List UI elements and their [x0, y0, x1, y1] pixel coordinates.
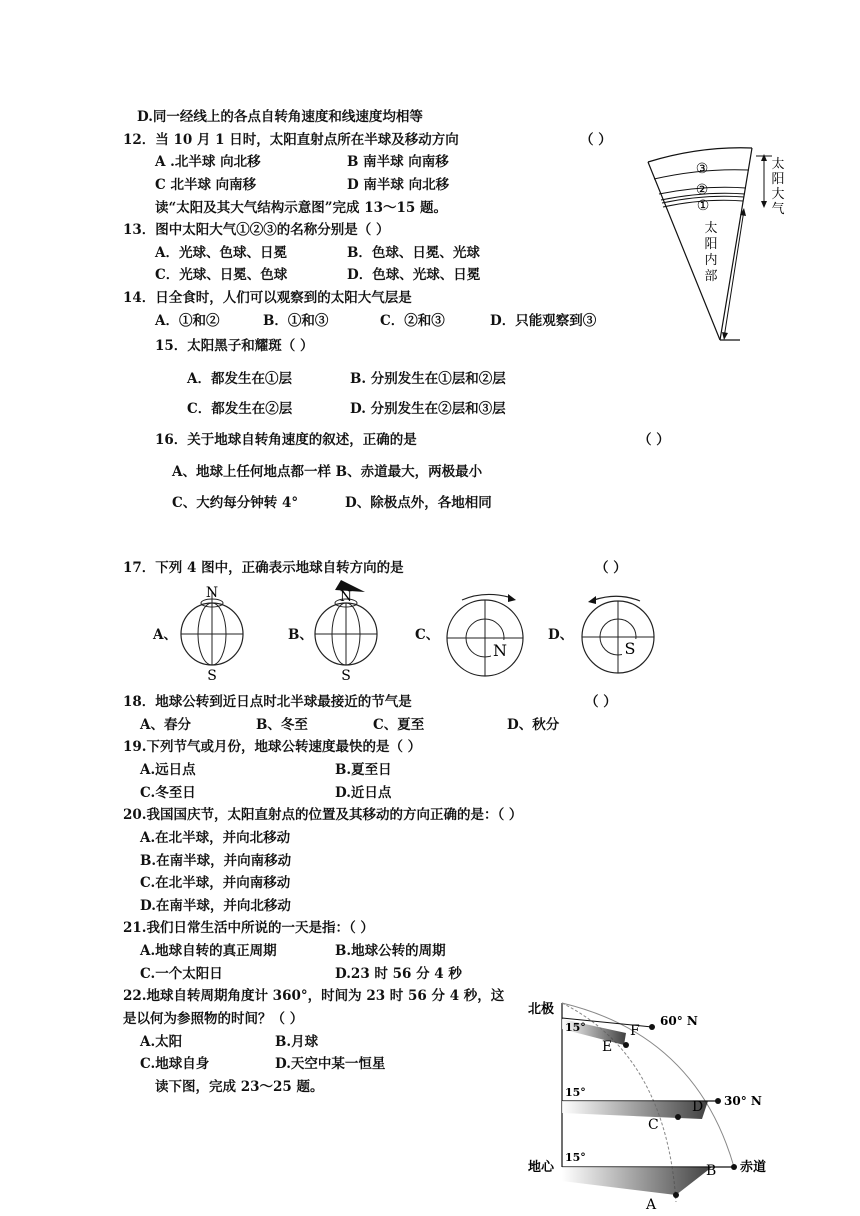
q17-stem: 17．下列 4 图中，正确表示地球自转方向的是	[123, 560, 404, 576]
q14-option-d: D．只能观察到③	[490, 313, 597, 329]
atmosphere-label-1: 太	[771, 157, 785, 172]
point-e-label: E	[602, 1039, 613, 1055]
q13-stem: 13．图中太阳大气①②③的名称分别是（ ）	[123, 222, 390, 238]
q15-option-a: A．都发生在①层	[187, 371, 292, 387]
q18-option-d: D、秋分	[507, 717, 560, 733]
q15-stem: 15．太阳黑子和耀斑（ ）	[155, 338, 314, 354]
atmosphere-label-4: 气	[771, 202, 785, 217]
rotation-arrow-icon	[588, 596, 596, 604]
point-a-label: A	[646, 1197, 657, 1210]
angle-label-2: 15°	[565, 1086, 586, 1099]
q12-option-c: C 北半球 向南移	[155, 177, 257, 193]
q19-option-b: B.夏至日	[335, 762, 392, 778]
q18-answer-blank: （ ）	[585, 694, 617, 710]
atmosphere-label-2: 阳	[771, 172, 785, 187]
q16-answer-blank: （ ）	[638, 432, 670, 448]
globe-a-north: N	[205, 585, 219, 601]
instruction-23-25: 读下图，完成 23～25 题。	[155, 1079, 324, 1095]
q16-stem: 16．关于地球自转角速度的叙述，正确的是	[155, 432, 417, 448]
q13-option-c: C．光球、日冕、色球	[155, 267, 288, 283]
point-d-label: D	[692, 1099, 704, 1115]
q13-option-d: D．色球、光球、日冕	[347, 267, 481, 283]
layer-2-label: ②	[695, 182, 709, 198]
q12-option-a: A .北半球 向北移	[155, 154, 261, 170]
q19-option-d: D.近日点	[335, 785, 392, 801]
point-b-label: B	[706, 1163, 717, 1179]
q21-option-d: D.23 时 56 分 4 秒	[335, 966, 462, 982]
sun-structure-diagram	[640, 142, 790, 344]
interior-label-2: 阳	[704, 237, 718, 252]
q16-option-d: D、除极点外，各地相同	[345, 495, 492, 511]
q16-option-c: C、大约每分钟转 4°	[172, 495, 299, 511]
point-f-label: F	[630, 1023, 640, 1039]
q19-option-a: A.远日点	[140, 762, 196, 778]
globe-b-north: N	[339, 589, 353, 605]
point-c-label: C	[648, 1117, 659, 1133]
q21-option-c: C.一个太阳日	[140, 966, 223, 982]
rotation-speed-diagram	[526, 995, 776, 1210]
q20-option-c: C.在北半球，并向南移动	[140, 875, 291, 891]
layer-1-label: ①	[696, 198, 710, 214]
globe-d-pole: S	[624, 639, 636, 658]
q12-answer-blank: （ ）	[580, 132, 612, 148]
globe-a-south: S	[207, 668, 217, 682]
q20-option-a: A.在北半球，并向北移动	[140, 830, 291, 846]
q22-option-b: B.月球	[275, 1034, 319, 1050]
q15-option-d: D. 分别发生在②层和③层	[350, 401, 506, 417]
q20-option-b: B.在南半球，并向南移动	[140, 853, 292, 869]
atmosphere-label-3: 大	[771, 187, 785, 202]
q17-label-b: B、	[288, 627, 313, 643]
q14-option-b: B．①和③	[263, 313, 329, 329]
q18-option-a: A、春分	[140, 717, 191, 733]
north-pole-label: 北极	[528, 1002, 555, 1017]
q12-option-d: D 南半球 向北移	[347, 177, 450, 193]
q20-option-d: D.在南半球，并向北移动	[140, 898, 291, 914]
lat-60-label: 60° N	[660, 1014, 698, 1028]
q15-option-c: C．都发生在②层	[187, 401, 293, 417]
q19-option-c: C.冬至日	[140, 785, 196, 801]
q22-stem-line1: 22.地球自转周期角度计 360°，时间为 23 时 56 分 4 秒，这	[123, 988, 505, 1004]
q17-answer-blank: （ ）	[595, 560, 627, 576]
q17-label-a: A、	[153, 627, 177, 643]
q12-stem: 12．当 10 月 1 日时，太阳直射点所在半球及移动方向	[123, 132, 459, 148]
q22-option-a: A.太阳	[140, 1034, 183, 1050]
q17-label-c: C、	[415, 627, 440, 643]
q18-option-b: B、冬至	[256, 717, 308, 733]
q18-stem: 18．地球公转到近日点时北半球最接近的节气是	[123, 694, 412, 710]
q14-stem: 14．日全食时，人们可以观察到的太阳大气层是	[123, 290, 412, 306]
instruction-13-15: 读“太阳及其大气结构示意图”完成 13～15 题。	[155, 200, 448, 216]
q14-option-a: A．①和②	[155, 313, 220, 329]
q21-option-a: A.地球自转的真正周期	[140, 943, 277, 959]
globe-d-diagram	[576, 592, 660, 676]
q20-stem: 20.我国国庆节，太阳直射点的位置及其移动的方向正确的是：（ ）	[123, 807, 523, 823]
interior-label-3: 内	[704, 253, 718, 268]
q18-option-c: C、夏至	[373, 717, 425, 733]
globe-a-diagram	[175, 584, 249, 682]
lat-30-label: 30° N	[724, 1094, 762, 1108]
q16-option-ab: A、地球上任何地点都一样 B、赤道最大，两极最小	[172, 464, 483, 480]
equator-label: 赤道	[740, 1160, 767, 1175]
q22-stem-line2: 是以何为参照物的时间？（ ）	[123, 1011, 304, 1027]
q12-option-b: B 南半球 向南移	[347, 154, 449, 170]
q22-option-c: C.地球自身	[140, 1056, 210, 1072]
interior-label-1: 太	[704, 221, 718, 236]
q13-option-b: B．色球、日冕、光球	[347, 245, 480, 261]
globe-b-south: S	[341, 668, 351, 682]
q13-option-a: A．光球、色球、日冕	[155, 245, 287, 261]
q11-option-d: D.同一经线上的各点自转角速度和线速度均相等	[137, 109, 423, 125]
earth-center-label: 地心	[528, 1160, 555, 1175]
q17-label-d: D、	[548, 627, 574, 643]
angle-label-3: 15°	[565, 1151, 586, 1164]
globe-c-diagram	[440, 590, 530, 680]
interior-label-4: 部	[704, 269, 718, 284]
q21-option-b: B.地球公转的周期	[335, 943, 446, 959]
q19-stem: 19.下列节气或月份，地球公转速度最快的是（ ）	[123, 739, 422, 755]
q14-option-c: C．②和③	[380, 313, 445, 329]
angle-label-1: 15°	[565, 1021, 586, 1034]
globe-b-diagram	[309, 576, 389, 682]
q15-option-b: B. 分别发生在①层和②层	[350, 371, 506, 387]
globe-c-pole: N	[493, 641, 507, 660]
q21-stem: 21.我们日常生活中所说的一天是指：（ ）	[123, 920, 374, 936]
q22-option-d: D.天空中某一恒星	[275, 1056, 386, 1072]
layer-3-label: ③	[695, 161, 709, 177]
rotation-arrow-icon	[508, 594, 516, 602]
